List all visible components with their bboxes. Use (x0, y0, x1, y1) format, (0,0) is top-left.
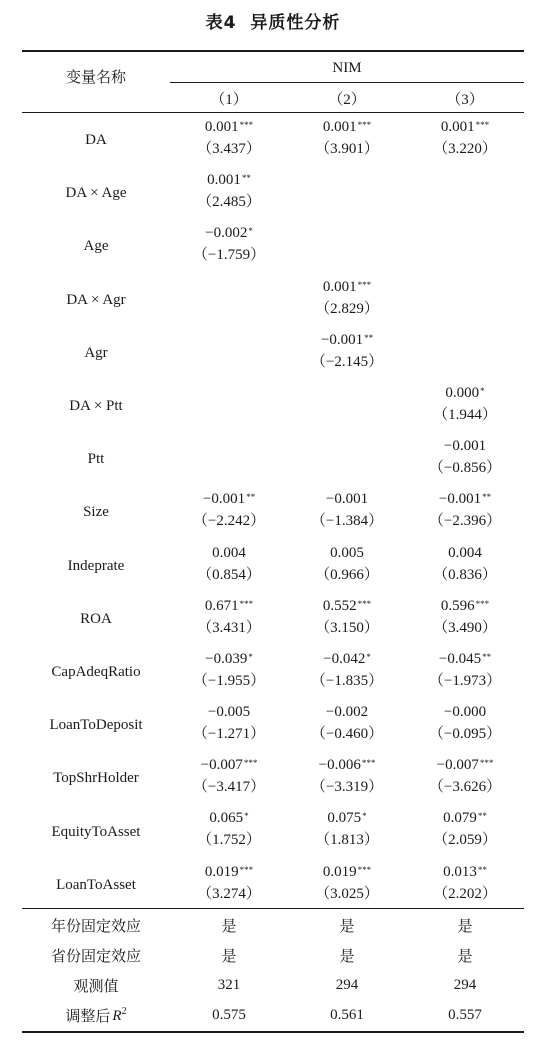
t-statistic: （−2.242） (192, 513, 266, 530)
coefficient-value: −0.042 (323, 650, 366, 667)
coefficient (288, 595, 406, 617)
coefficient-value: −0.045 (438, 650, 482, 667)
coefficient-value: 0.004 (448, 544, 482, 561)
table-cell (170, 169, 288, 213)
footer-value: 是 (457, 946, 473, 965)
t-statistic: （2.485） (197, 194, 261, 211)
coefficient-value: 0.000 (445, 384, 480, 401)
t-statistic: （−1.271） (192, 726, 266, 743)
coefficient (406, 435, 524, 457)
footer-label (22, 970, 170, 1000)
table-cell (170, 754, 288, 798)
t-statistic: （−3.319） (310, 779, 384, 796)
symbol-letter: R (112, 1007, 122, 1024)
variable-name: DA × Ptt (69, 398, 123, 415)
significance-stars: ** (482, 492, 492, 503)
t-statistic: （3.431） (197, 619, 261, 636)
table-row (22, 646, 524, 699)
coefficient (170, 754, 288, 776)
coefficient-value: −0.001 (320, 331, 364, 348)
table-cell (170, 542, 288, 586)
significance-stars: * (244, 811, 249, 822)
t-statistic: （1.752） (197, 832, 261, 849)
t-statistic: （2.059） (433, 832, 497, 849)
t-statistic: （3.025） (315, 885, 379, 902)
table-cell (170, 116, 288, 160)
coefficient-value: 0.013 (443, 863, 477, 880)
t-statistic: （−3.417） (192, 779, 266, 796)
t-statistic: （1.944） (433, 406, 497, 423)
footer-value: 是 (457, 916, 473, 935)
footer-value: 0.575 (212, 1006, 246, 1023)
significance-stars: ** (482, 651, 492, 662)
table-cell (288, 116, 406, 160)
t-statistic: （−3.626） (428, 779, 502, 796)
column-header-2: （2） (328, 92, 366, 108)
coefficient (288, 329, 406, 351)
coefficient-value: −0.006 (318, 757, 361, 774)
variable-name: DA × Agr (66, 291, 126, 308)
table-cell (288, 648, 406, 692)
bottom-rule (22, 1031, 524, 1033)
r-squared-symbol (112, 1006, 126, 1025)
header-dependent-variable: NIM (332, 60, 362, 76)
significance-stars: *** (361, 758, 376, 769)
variable-name: Agr (84, 344, 108, 361)
coefficient (406, 542, 524, 564)
table-row (22, 699, 524, 752)
table-cell (170, 807, 288, 851)
significance-stars: * (366, 651, 371, 662)
table-cell (288, 595, 406, 639)
t-statistic: （−2.396） (428, 513, 502, 530)
footer-label (22, 1000, 170, 1030)
top-rule (22, 50, 524, 52)
table-cell (170, 488, 288, 532)
coefficient-value: −0.000 (443, 704, 487, 721)
t-statistic: （3.220） (433, 141, 497, 157)
column-header-1: （1） (210, 92, 248, 108)
table-row (22, 752, 524, 805)
coefficient-value: −0.001 (325, 491, 369, 508)
variable-name: ROA (80, 610, 112, 627)
coefficient-value: 0.005 (330, 544, 364, 561)
footer-value: 0.557 (448, 1006, 482, 1023)
variable-name: CapAdeqRatio (51, 663, 141, 680)
significance-stars: * (248, 226, 253, 237)
coefficient (170, 222, 288, 244)
table-cell (406, 542, 524, 586)
coefficient (288, 488, 406, 510)
variable-name: DA × Age (65, 185, 127, 202)
table-cell (288, 807, 406, 851)
coefficient-value: 0.001 (204, 119, 239, 135)
footer-row (22, 970, 524, 1000)
table-row (22, 593, 524, 646)
t-statistic: （−1.384） (310, 513, 384, 530)
table-cell (406, 382, 524, 426)
variable-name: Size (83, 504, 109, 521)
table-cell (288, 542, 406, 586)
table-cell (406, 701, 524, 745)
footer-value: 321 (217, 976, 241, 993)
t-statistic: （−1.835） (310, 672, 384, 689)
variable-name: EquityToAsset (51, 823, 141, 840)
table-cell (406, 488, 524, 532)
table-cell (288, 276, 406, 320)
significance-stars: *** (475, 120, 490, 130)
table-cell (288, 861, 406, 905)
significance-stars: ** (241, 173, 251, 184)
coefficient (170, 701, 288, 723)
coefficient-value: 0.001 (322, 278, 357, 295)
significance-stars: ** (364, 332, 374, 343)
coefficient (288, 648, 406, 670)
table-row (22, 859, 524, 912)
coefficient (406, 861, 524, 883)
variable-name: Indeprate (67, 557, 125, 574)
footer-rule (22, 908, 524, 909)
table-cell (288, 701, 406, 745)
significance-stars: *** (239, 864, 254, 875)
table-number: 表4 (205, 13, 237, 33)
coefficient-value: 0.079 (443, 810, 477, 827)
table-cell (406, 807, 524, 851)
coefficient (406, 701, 524, 723)
footer-value: 0.561 (330, 1006, 364, 1023)
table-cell (288, 754, 406, 798)
coefficient (288, 542, 406, 564)
t-statistic: （3.490） (433, 619, 497, 636)
table-cell (170, 861, 288, 905)
significance-stars: *** (357, 864, 372, 875)
table-row (22, 167, 524, 220)
coefficient (406, 488, 524, 510)
coefficient-value: 0.019 (322, 863, 357, 880)
footer-row (22, 1000, 524, 1030)
coefficient (406, 754, 524, 776)
table-row (22, 433, 524, 486)
coefficient-value: −0.001 (443, 438, 487, 455)
footer-row (22, 910, 524, 940)
footer-value: 294 (453, 976, 477, 993)
significance-stars: * (480, 385, 485, 396)
coefficient-value: 0.004 (212, 544, 246, 561)
table-cell (406, 435, 524, 479)
coefficient (170, 648, 288, 670)
t-statistic: （−0.856） (428, 460, 502, 477)
footer-label (22, 910, 170, 940)
header-variable-name: 变量名称 (65, 68, 126, 86)
footer-label-text: 省份固定效应 (50, 946, 141, 965)
coefficient (170, 169, 288, 191)
coefficient (170, 861, 288, 883)
table-cell (406, 648, 524, 692)
symbol-superscript: 2 (121, 1005, 127, 1017)
t-statistic: （−0.095） (428, 726, 502, 743)
t-statistic: （−0.460） (310, 726, 384, 743)
variable-name: DA (85, 132, 107, 149)
coefficient-value: −0.001 (438, 491, 482, 508)
table-cell (170, 222, 288, 266)
significance-stars: *** (357, 279, 372, 290)
t-statistic: （−2.145） (310, 353, 384, 370)
coefficient-value: −0.002 (325, 704, 369, 721)
coefficient-value: −0.007 (200, 757, 243, 774)
significance-stars: * (248, 651, 253, 662)
footer-value: 是 (339, 946, 355, 965)
table-cell (170, 701, 288, 745)
column-header-3: （3） (446, 92, 484, 108)
coefficient (406, 116, 524, 138)
coefficient (170, 542, 288, 564)
coefficient-value: 0.671 (204, 597, 239, 614)
header-sub-rule (170, 82, 524, 83)
header-bottom-rule (22, 112, 524, 113)
table-row (22, 114, 524, 167)
coefficient (170, 488, 288, 510)
t-statistic: （−1.973） (428, 672, 502, 689)
significance-stars: *** (475, 598, 490, 609)
coefficient-value: 0.001 (440, 119, 475, 135)
coefficient-value: −0.039 (205, 650, 248, 667)
table-cell (288, 488, 406, 532)
coefficient (288, 807, 406, 829)
t-statistic: （1.813） (315, 832, 379, 849)
table-caption: 异质性分析 (250, 13, 341, 33)
coefficient-value: 0.001 (207, 172, 241, 189)
t-statistic: （2.202） (433, 885, 497, 902)
coefficient-value: 0.075 (327, 810, 362, 827)
variable-name: Ptt (87, 451, 105, 468)
footer-label-text: 观测值 (73, 976, 119, 995)
coefficient (170, 595, 288, 617)
coefficient (170, 116, 288, 138)
footer-value: 294 (335, 976, 359, 993)
table-cell (170, 648, 288, 692)
significance-stars: ** (477, 811, 487, 822)
coefficient (288, 276, 406, 298)
table-row (22, 540, 524, 593)
coefficient-value: 0.596 (440, 597, 475, 614)
coefficient (406, 648, 524, 670)
coefficient (288, 754, 406, 776)
table-cell (406, 595, 524, 639)
coefficient-value: 0.001 (322, 119, 357, 135)
coefficient (406, 595, 524, 617)
t-statistic: （0.854） (197, 566, 261, 583)
t-statistic: （−1.955） (192, 672, 266, 689)
significance-stars: *** (479, 758, 494, 769)
t-statistic: （0.966） (315, 566, 379, 583)
coefficient (288, 861, 406, 883)
t-statistic: （−1.759） (192, 247, 266, 264)
coefficient-value: −0.005 (207, 704, 251, 721)
significance-stars: ** (246, 492, 256, 503)
t-statistic: （3.901） (315, 141, 379, 157)
coefficient-value: 0.552 (322, 597, 357, 614)
coefficient-value: −0.002 (205, 225, 248, 242)
footer-value: 是 (221, 946, 237, 965)
t-statistic: （3.437） (197, 141, 261, 157)
coefficient (406, 382, 524, 404)
table-row (22, 380, 524, 433)
variable-name: LoanToAsset (56, 876, 136, 893)
footer-value: 是 (221, 916, 237, 935)
coefficient (406, 807, 524, 829)
coefficient (288, 701, 406, 723)
coefficient-value: 0.065 (209, 810, 244, 827)
t-statistic: （3.150） (315, 619, 379, 636)
significance-stars: *** (243, 758, 258, 769)
significance-stars: *** (357, 598, 372, 609)
footer-value: 是 (339, 916, 355, 935)
table-title (0, 8, 546, 33)
footer-label-text: 年份固定效应 (50, 916, 141, 935)
table-cell (288, 329, 406, 373)
significance-stars: *** (239, 120, 254, 130)
variable-name: TopShrHolder (53, 770, 139, 787)
footer-label-text: 调整后 (65, 1006, 111, 1025)
table-cell (406, 861, 524, 905)
footer-rows (22, 910, 524, 1030)
coefficient (170, 807, 288, 829)
table-cell (170, 595, 288, 639)
significance-stars: * (362, 811, 367, 822)
table-cell (406, 116, 524, 160)
significance-stars: *** (357, 120, 372, 130)
coefficient (288, 116, 406, 138)
table-row (22, 274, 524, 327)
table-row (22, 805, 524, 858)
footer-row (22, 940, 524, 970)
t-statistic: （3.274） (197, 885, 261, 902)
significance-stars: *** (239, 598, 254, 609)
variable-name: Age (83, 238, 109, 255)
coefficient-value: −0.001 (202, 491, 246, 508)
table-row (22, 327, 524, 380)
t-statistic: （0.836） (433, 566, 497, 583)
table-cell (406, 754, 524, 798)
coefficient-value: −0.007 (436, 757, 479, 774)
t-statistic: （2.829） (315, 300, 379, 317)
coefficient-rows (22, 114, 524, 912)
table-row (22, 486, 524, 539)
coefficient-value: 0.019 (204, 863, 239, 880)
variable-name: LoanToDeposit (49, 717, 143, 734)
table-row (22, 220, 524, 273)
significance-stars: ** (477, 864, 487, 875)
footer-label (22, 940, 170, 970)
